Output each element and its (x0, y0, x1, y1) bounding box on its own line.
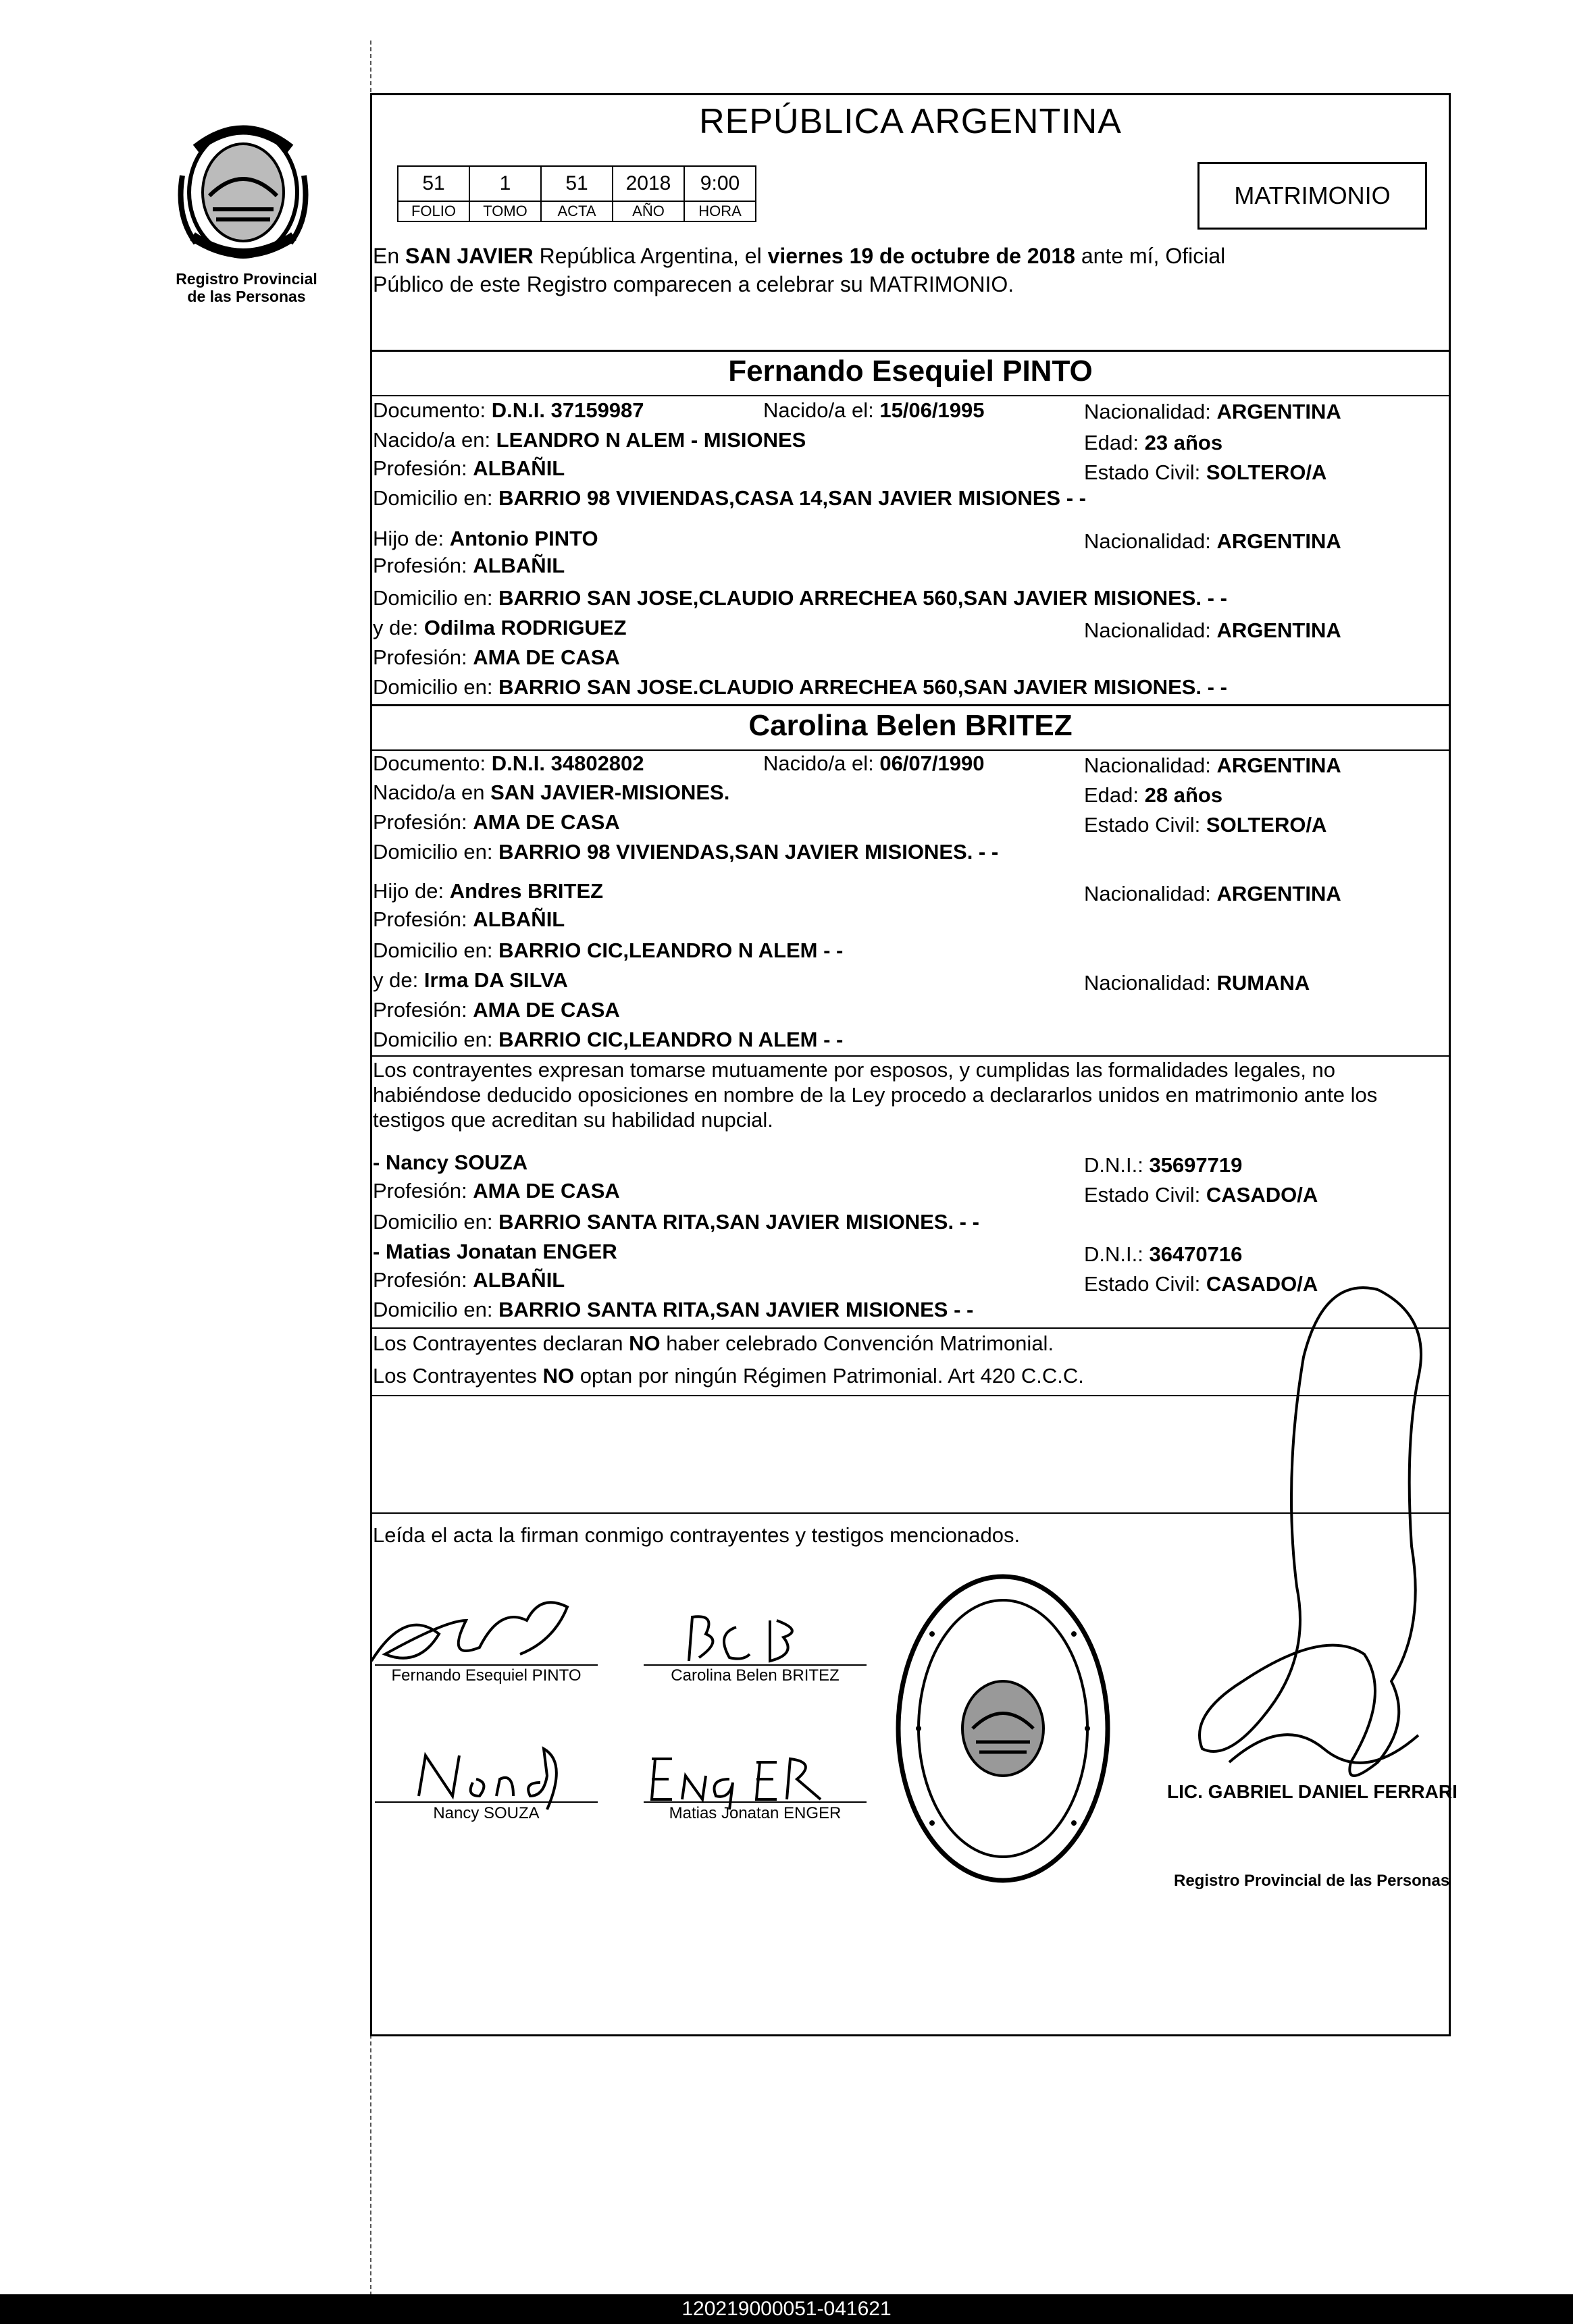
spouse1-civil-status: Estado Civil: SOLTERO/A (1084, 460, 1327, 484)
witness1-civil-status: Estado Civil: CASADO/A (1084, 1183, 1318, 1207)
spouse1-birthplace: Nacido/a en: LEANDRO N ALEM - MISIONES (373, 428, 806, 452)
footer-code: 120219000051-041621 (0, 2294, 1573, 2324)
intro-line-2: Público de este Registro comparecen a celebrar su MATRIMONIO. (373, 272, 1014, 296)
signature-britez (675, 1607, 831, 1668)
spouse1-address: Domicilio en: BARRIO 98 VIVIENDAS,CASA 14,SAN JAVIER MISIONES - - (373, 486, 1086, 510)
spouse2-mother-nationality: Nacionalidad: RUMANA (1084, 971, 1310, 995)
signature-label-3: Nancy SOUZA (433, 1804, 540, 1822)
spouse2-birthplace: Nacido/a en SAN JAVIER-MISIONES. (373, 781, 730, 804)
signature-line (375, 1664, 598, 1666)
signature-label-1: Fernando Esequiel PINTO (391, 1666, 582, 1685)
witness2-profession: Profesión: ALBAÑIL (373, 1268, 565, 1292)
folio-value: 51 (398, 166, 469, 201)
official-registry: Registro Provincial de las Personas (1174, 1872, 1450, 1890)
signature-label-4: Matias Jonatan ENGER (669, 1804, 842, 1822)
spouse2-father-nationality: Nacionalidad: ARGENTINA (1084, 882, 1341, 905)
spouse1-document: Documento: D.N.I. 37159987 (373, 398, 644, 422)
registry-label: Registro Provincial de las Personas (176, 270, 317, 305)
spouse1-father-profession: Profesión: ALBAÑIL (373, 554, 565, 577)
acta-value: 51 (541, 166, 613, 201)
spouse2-mother-profession: Profesión: AMA DE CASA (373, 998, 620, 1022)
witness1-dni: D.N.I.: 35697719 (1084, 1153, 1243, 1177)
convention-line-1: Los Contrayentes declaran NO haber celebrado Convención Matrimonial. (373, 1331, 1054, 1355)
reference-table (397, 165, 756, 222)
witness1-profession: Profesión: AMA DE CASA (373, 1179, 620, 1203)
witness2-dni: D.N.I.: 36470716 (1084, 1242, 1243, 1266)
closing-text: Leída el acta la firman conmigo contrayentes y testigos mencionados. (373, 1523, 1021, 1547)
divider (370, 395, 1451, 396)
province-emblem-icon (176, 115, 311, 263)
spouse2-born: Nacido/a el: 06/07/1990 (763, 751, 985, 775)
hour-label: HORA (684, 201, 756, 221)
folio-label: FOLIO (398, 201, 469, 221)
witness2-name: - Matias Jonatan ENGER (373, 1240, 617, 1263)
spouse1-mother: y de: Odilma RODRIGUEZ (373, 616, 627, 639)
spouse1-mother-profession: Profesión: AMA DE CASA (373, 645, 620, 669)
spouse1-mother-address: Domicilio en: BARRIO SAN JOSE.CLAUDIO ARRECHEA 560,SAN JAVIER MISIONES. - - (373, 675, 1227, 699)
acta-label: ACTA (541, 201, 613, 221)
divider (370, 704, 1451, 706)
spouse1-age: Edad: 23 años (1084, 431, 1223, 454)
signature-line (375, 1801, 598, 1803)
signature-label-2: Carolina Belen BRITEZ (671, 1666, 840, 1685)
divider (370, 1055, 1451, 1057)
spouse2-age: Edad: 28 años (1084, 783, 1223, 807)
spouse1-father-nationality: Nacionalidad: ARGENTINA (1084, 529, 1341, 553)
spouse2-father-address: Domicilio en: BARRIO CIC,LEANDRO N ALEM - - (373, 939, 844, 962)
spouse2-address: Domicilio en: BARRIO 98 VIVIENDAS,SAN JAVIER MISIONES. - - (373, 840, 999, 864)
hour-value: 9:00 (684, 166, 756, 201)
signature-enger (642, 1749, 831, 1810)
spouse1-father-address: Domicilio en: BARRIO SAN JOSE,CLAUDIO ARRECHEA 560,SAN JAVIER MISIONES. - - (373, 586, 1227, 610)
divider (370, 749, 1451, 751)
document-title: REPÚBLICA ARGENTINA (699, 102, 1122, 141)
signature-line (644, 1801, 867, 1803)
spouse2-mother-address: Domicilio en: BARRIO CIC,LEANDRO N ALEM - - (373, 1028, 844, 1051)
spouse2-mother: y de: Irma DA SILVA (373, 968, 568, 992)
spouse2-father-profession: Profesión: ALBAÑIL (373, 907, 565, 931)
tomo-label: TOMO (469, 201, 541, 221)
record-type-box: MATRIMONIO (1197, 162, 1427, 230)
witness2-civil-status: Estado Civil: CASADO/A (1084, 1272, 1318, 1296)
convention-line-2: Los Contrayentes NO optan por ningún Régimen Patrimonial. Art 420 C.C.C. (373, 1364, 1084, 1388)
spouse2-nationality: Nacionalidad: ARGENTINA (1084, 754, 1341, 777)
spouse1-nationality: Nacionalidad: ARGENTINA (1084, 400, 1341, 423)
spouse2-father: Hijo de: Andres BRITEZ (373, 879, 604, 903)
official-name: LIC. GABRIEL DANIEL FERRARI (1167, 1781, 1458, 1802)
declaration-text: Los contrayentes expresan tomarse mutuamente por esposos, y cumplidas las formalidades legales, no habiéndose deducido oposiciones en nombre de la Ley procedo a declararlos unidos en matrimonio ante los testigos que acreditan su habilidad nupcial. (373, 1058, 1378, 1132)
signature-line (644, 1664, 867, 1666)
year-label: AÑO (613, 201, 684, 221)
witness2-address: Domicilio en: BARRIO SANTA RITA,SAN JAVIER MISIONES - - (373, 1298, 974, 1321)
official-seal-icon (892, 1566, 1114, 1891)
spouse1-profession: Profesión: ALBAÑIL (373, 456, 565, 480)
spouse2-profession: Profesión: AMA DE CASA (373, 810, 620, 834)
spouse2-name: Carolina Belen BRITEZ (748, 709, 1073, 742)
spouse2-civil-status: Estado Civil: SOLTERO/A (1084, 813, 1327, 837)
intro-line-1: En SAN JAVIER República Argentina, el viernes 19 de octubre de 2018 ante mí, Oficial (373, 244, 1226, 268)
spouse1-father: Hijo de: Antonio PINTO (373, 527, 598, 550)
spouse1-mother-nationality: Nacionalidad: ARGENTINA (1084, 618, 1341, 642)
spouse1-born: Nacido/a el: 15/06/1995 (763, 398, 985, 422)
year-value: 2018 (613, 166, 684, 201)
witness1-name: - Nancy SOUZA (373, 1151, 528, 1174)
divider (370, 350, 1451, 352)
spouse2-document: Documento: D.N.I. 34802802 (373, 751, 644, 775)
witness1-address: Domicilio en: BARRIO SANTA RITA,SAN JAVIER MISIONES. - - (373, 1210, 979, 1234)
official-signature (1189, 1276, 1452, 1816)
spouse1-name: Fernando Esequiel PINTO (728, 354, 1093, 388)
tomo-value: 1 (469, 166, 541, 201)
